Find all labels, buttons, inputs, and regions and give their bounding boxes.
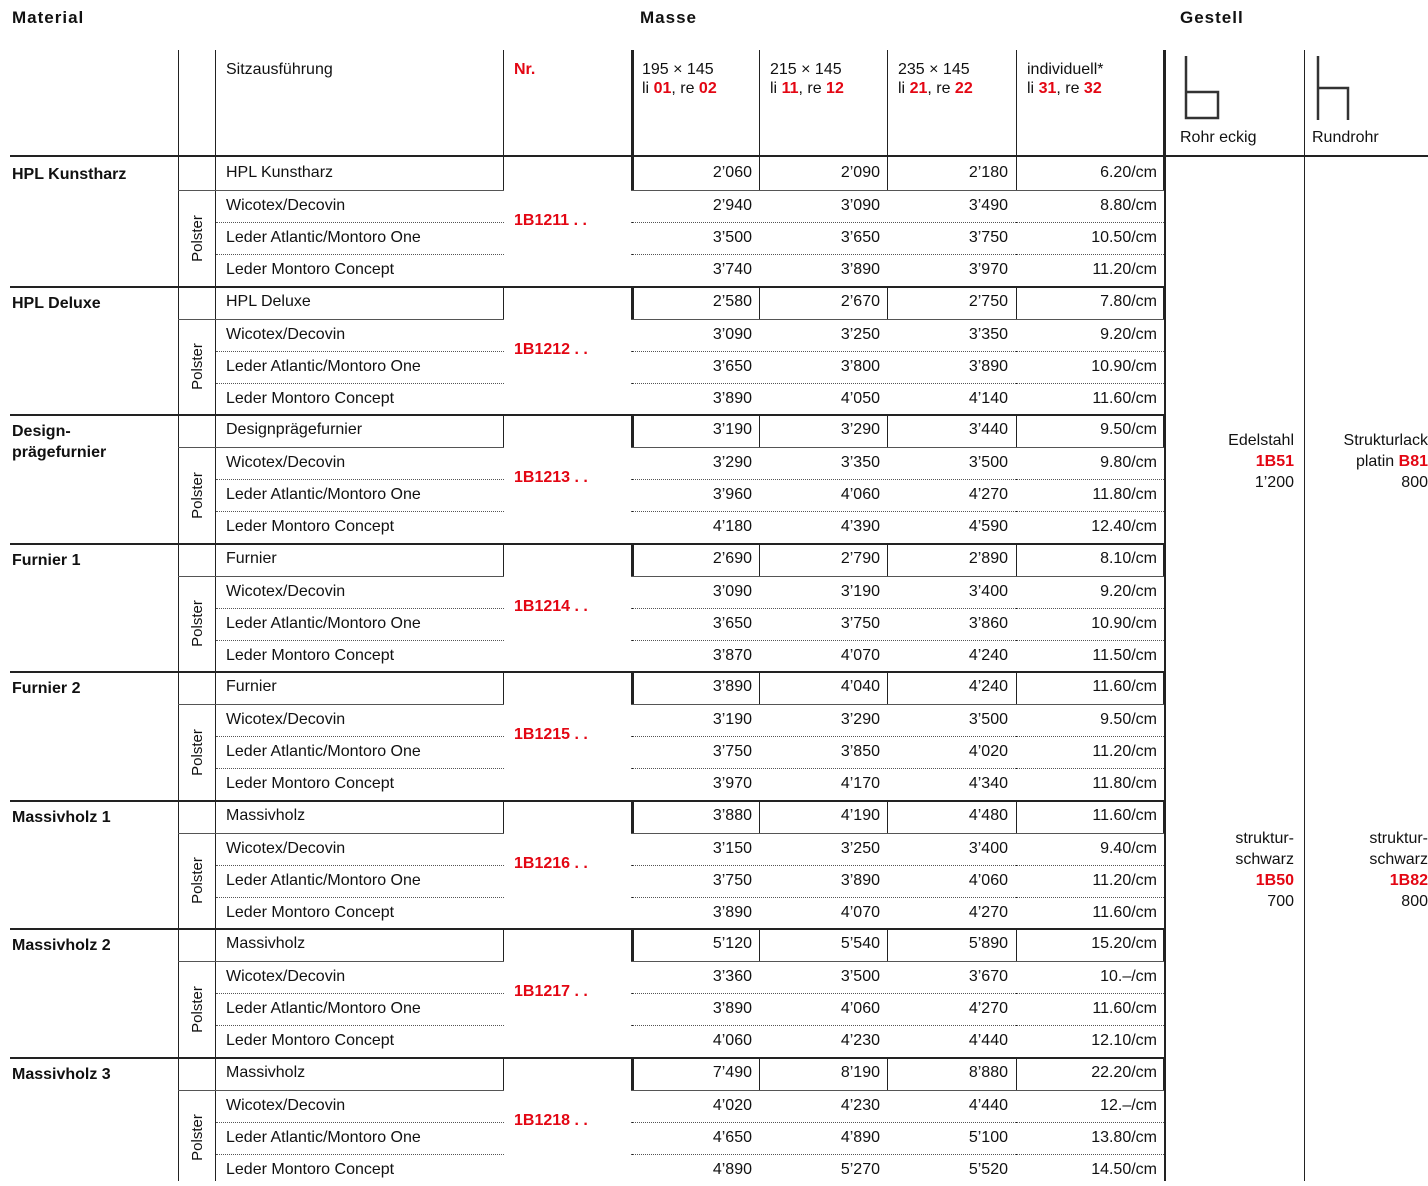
price-cell: 3’670 bbox=[968, 968, 1008, 985]
merged-cell-mask bbox=[504, 446, 631, 448]
price-cell: 7’490 bbox=[712, 1063, 752, 1081]
polster-label: Polster bbox=[188, 985, 206, 1033]
price-cell: 10.90/cm bbox=[1091, 357, 1157, 375]
price-cell: 3’190 bbox=[840, 582, 880, 600]
price-cell: 3’400 bbox=[968, 582, 1008, 600]
table-row bbox=[216, 351, 1164, 383]
price-cell: 3’500 bbox=[840, 968, 880, 985]
price-cell: 12.–/cm bbox=[1100, 1096, 1157, 1114]
row-name: Wicotex/Decovin bbox=[226, 582, 346, 600]
price-cell: 3’750 bbox=[968, 229, 1008, 246]
price-cell: 3’860 bbox=[968, 614, 1008, 632]
price-cell: 3’360 bbox=[712, 968, 752, 985]
category-label: Massivholz 2 bbox=[12, 937, 111, 954]
merged-cell-mask bbox=[504, 896, 631, 898]
price-cell: 9.50/cm bbox=[1100, 711, 1157, 728]
price-cell: 12.40/cm bbox=[1091, 518, 1157, 535]
polster-divider bbox=[178, 961, 216, 962]
price-cell: 22.20/cm bbox=[1091, 1063, 1157, 1081]
price-cell: 4’590 bbox=[968, 518, 1008, 535]
price-cell: 5’270 bbox=[840, 1160, 880, 1178]
row-name: Wicotex/Decovin bbox=[226, 325, 346, 343]
price-cell: 10.–/cm bbox=[1100, 968, 1157, 985]
row-name: Furnier bbox=[226, 549, 277, 567]
table-row bbox=[216, 961, 1164, 993]
category-label: Massivholz 3 bbox=[12, 1065, 111, 1083]
table-row bbox=[216, 608, 1164, 640]
price-cell: 4’390 bbox=[840, 518, 880, 535]
merged-cell-mask bbox=[504, 767, 631, 769]
price-cell: 5’890 bbox=[968, 935, 1008, 952]
table-row bbox=[216, 190, 1164, 222]
price-cell: 11.60/cm bbox=[1092, 903, 1157, 921]
table-row bbox=[216, 254, 1164, 286]
table-row bbox=[216, 1122, 1164, 1154]
price-cell: 7.80/cm bbox=[1100, 292, 1157, 310]
row-name: Leder Atlantic/Montoro One bbox=[226, 1000, 421, 1017]
row-name: Designprägefurnier bbox=[226, 421, 363, 438]
price-cell: 2’670 bbox=[840, 292, 880, 310]
table-row bbox=[216, 447, 1164, 479]
price-cell: 2’090 bbox=[840, 164, 880, 181]
table-row bbox=[216, 576, 1164, 608]
frame-strukturschwarz-rund: struktur- schwarz 1B82 800 bbox=[1369, 830, 1428, 910]
price-cell: 3’090 bbox=[840, 197, 880, 214]
row-name: Leder Atlantic/Montoro One bbox=[226, 614, 421, 632]
row-name: Leder Montoro Concept bbox=[226, 389, 395, 407]
divider bbox=[1304, 50, 1305, 1181]
price-cell: 3’650 bbox=[840, 229, 880, 246]
category-label: Furnier 2 bbox=[12, 680, 81, 697]
price-cell: 10.50/cm bbox=[1091, 229, 1157, 246]
row-name: Massivholz bbox=[226, 806, 306, 824]
row-name: Massivholz bbox=[226, 935, 306, 952]
price-cell: 3’890 bbox=[840, 261, 880, 278]
row-name: Leder Montoro Concept bbox=[226, 518, 395, 535]
price-cell: 11.60/cm bbox=[1092, 389, 1157, 407]
row-name: Furnier bbox=[226, 678, 277, 695]
price-cell: 8’190 bbox=[840, 1063, 880, 1081]
price-cell: 3’850 bbox=[840, 743, 880, 760]
price-cell: 3’400 bbox=[968, 839, 1008, 857]
price-cell: 11.20/cm bbox=[1092, 261, 1157, 278]
category-label: Furnier 1 bbox=[12, 551, 81, 569]
price-cell: 3’490 bbox=[968, 197, 1008, 214]
price-cell: 15.20/cm bbox=[1091, 935, 1157, 952]
table-row bbox=[216, 704, 1164, 736]
price-cell: 3’290 bbox=[840, 711, 880, 728]
merged-cell-mask bbox=[504, 1024, 631, 1026]
price-cell: 11.60/cm bbox=[1092, 1000, 1157, 1017]
category-label: HPL Kunstharz bbox=[12, 166, 127, 183]
row-name: Leder Atlantic/Montoro One bbox=[226, 871, 421, 889]
price-cell: 5’100 bbox=[968, 1128, 1008, 1146]
polster-label: Polster bbox=[188, 728, 206, 776]
price-cell: 9.20/cm bbox=[1100, 325, 1157, 343]
price-cell: 4’230 bbox=[840, 1032, 880, 1049]
row-name: Leder Atlantic/Montoro One bbox=[226, 486, 421, 503]
price-cell: 3’650 bbox=[712, 614, 752, 632]
section-title-material: Material bbox=[12, 8, 85, 27]
row-name: Leder Montoro Concept bbox=[226, 775, 395, 792]
table-row bbox=[216, 897, 1164, 929]
price-cell: 3’090 bbox=[712, 582, 752, 600]
price-cell: 3’960 bbox=[712, 486, 752, 503]
polster-divider bbox=[178, 1090, 216, 1091]
price-cell: 4’890 bbox=[840, 1128, 880, 1146]
header-size: individuell* li 31, re 32 bbox=[1027, 61, 1104, 97]
row-name: Wicotex/Decovin bbox=[226, 1096, 346, 1114]
article-number: 1B1215 . . bbox=[514, 726, 588, 743]
price-cell: 4’180 bbox=[712, 518, 752, 535]
polster-divider bbox=[178, 190, 216, 191]
price-cell: 4’060 bbox=[712, 1032, 752, 1049]
row-name: Leder Montoro Concept bbox=[226, 1160, 395, 1178]
price-cell: 4’060 bbox=[840, 1000, 880, 1017]
table-row bbox=[216, 415, 1164, 447]
price-cell: 4’070 bbox=[840, 903, 880, 921]
price-cell: 4’020 bbox=[968, 743, 1008, 760]
header-size: 195 × 145 li 01, re 02 bbox=[642, 61, 717, 97]
price-cell: 4’270 bbox=[968, 903, 1008, 921]
header-size: 235 × 145 li 21, re 22 bbox=[898, 61, 973, 97]
table-row bbox=[216, 865, 1164, 897]
rundrohr-frame-icon bbox=[1312, 54, 1356, 124]
price-cell: 4’060 bbox=[840, 486, 880, 503]
table-row bbox=[216, 801, 1164, 833]
price-cell: 3’250 bbox=[840, 325, 880, 343]
price-cell: 11.80/cm bbox=[1092, 775, 1157, 792]
price-cell: 3’190 bbox=[712, 711, 752, 728]
row-name: HPL Kunstharz bbox=[226, 164, 334, 181]
category-label: Design- prägefurnier bbox=[12, 423, 107, 461]
table-row bbox=[216, 511, 1164, 543]
price-cell: 2’180 bbox=[968, 164, 1008, 181]
price-cell: 11.20/cm bbox=[1092, 743, 1157, 760]
table-row bbox=[216, 1025, 1164, 1057]
frame-label-rohr-eckig: Rohr eckig bbox=[1180, 129, 1257, 146]
polster-divider bbox=[178, 447, 216, 448]
price-cell: 3’250 bbox=[840, 839, 880, 857]
polster-label: Polster bbox=[188, 1114, 206, 1161]
price-cell: 4’170 bbox=[840, 775, 880, 792]
row-name: Leder Atlantic/Montoro One bbox=[226, 1128, 421, 1146]
price-cell: 6.20/cm bbox=[1100, 164, 1157, 181]
polster-label: Polster bbox=[188, 214, 206, 262]
price-cell: 11.80/cm bbox=[1092, 486, 1157, 503]
polster-divider bbox=[178, 576, 216, 577]
article-number: 1B1216 . . bbox=[514, 854, 588, 872]
row-name: Leder Atlantic/Montoro One bbox=[226, 229, 421, 246]
price-cell: 3’190 bbox=[712, 421, 752, 438]
merged-cell-mask bbox=[504, 832, 631, 834]
rohr-eckig-frame-icon bbox=[1180, 54, 1220, 124]
row-name: Wicotex/Decovin bbox=[226, 968, 346, 985]
price-cell: 3’800 bbox=[840, 357, 880, 375]
merged-cell-mask bbox=[504, 960, 631, 962]
price-cell: 9.50/cm bbox=[1100, 421, 1157, 438]
article-number: 1B1214 . . bbox=[514, 597, 588, 615]
price-cell: 3’970 bbox=[968, 261, 1008, 278]
polster-label: Polster bbox=[188, 343, 206, 390]
row-name: Massivholz bbox=[226, 1063, 306, 1081]
merged-cell-mask bbox=[504, 1153, 631, 1155]
polster-divider bbox=[178, 704, 216, 705]
merged-cell-mask bbox=[504, 575, 631, 577]
price-cell: 3’890 bbox=[712, 389, 752, 407]
polster-label: Polster bbox=[188, 857, 206, 904]
row-name: Wicotex/Decovin bbox=[226, 197, 346, 214]
price-cell: 3’090 bbox=[712, 325, 752, 343]
price-cell: 3’750 bbox=[840, 614, 880, 632]
table-row bbox=[216, 287, 1164, 319]
header-divider bbox=[10, 155, 1428, 157]
price-cell: 8.80/cm bbox=[1100, 197, 1157, 214]
price-cell: 3’880 bbox=[712, 806, 752, 824]
row-name: Leder Montoro Concept bbox=[226, 1032, 395, 1049]
header-nr: Nr. bbox=[514, 61, 536, 78]
row-name: HPL Deluxe bbox=[226, 292, 311, 310]
table-row bbox=[216, 1058, 1164, 1090]
table-row bbox=[216, 640, 1164, 672]
header-sitzausfuehrung: Sitzausführung bbox=[226, 61, 333, 78]
price-cell: 3’290 bbox=[840, 421, 880, 438]
merged-cell-mask bbox=[504, 510, 631, 512]
section-title-masse: Masse bbox=[640, 8, 697, 27]
price-cell: 8’880 bbox=[968, 1063, 1008, 1081]
price-cell: 3’870 bbox=[712, 646, 752, 664]
price-cell: 2’750 bbox=[968, 292, 1008, 310]
price-cell: 5’520 bbox=[968, 1160, 1008, 1178]
polster-label: Polster bbox=[188, 471, 206, 519]
price-cell: 4’230 bbox=[840, 1096, 880, 1114]
price-cell: 10.90/cm bbox=[1091, 614, 1157, 632]
table-row bbox=[216, 1090, 1164, 1122]
price-cell: 4’480 bbox=[968, 806, 1008, 824]
price-cell: 8.10/cm bbox=[1100, 549, 1157, 567]
table-row bbox=[216, 544, 1164, 576]
table-row bbox=[216, 736, 1164, 768]
price-cell: 4’240 bbox=[968, 646, 1008, 664]
price-cell: 9.40/cm bbox=[1100, 839, 1157, 857]
price-cell: 4’270 bbox=[968, 486, 1008, 503]
frame-label-rundrohr: Rundrohr bbox=[1312, 129, 1379, 146]
price-cell: 5’540 bbox=[840, 935, 880, 952]
price-cell: 3’890 bbox=[712, 903, 752, 921]
row-name: Wicotex/Decovin bbox=[226, 454, 346, 471]
section-title-gestell: Gestell bbox=[1180, 8, 1244, 27]
category-label: HPL Deluxe bbox=[12, 294, 101, 312]
price-cell: 3’890 bbox=[840, 871, 880, 889]
price-cell: 3’500 bbox=[712, 229, 752, 246]
table-row bbox=[216, 672, 1164, 704]
price-cell: 11.60/cm bbox=[1092, 678, 1157, 695]
row-name: Leder Montoro Concept bbox=[226, 261, 395, 278]
price-cell: 4’340 bbox=[968, 775, 1008, 792]
frame-strukturlack-platin: Strukturlack platin B81 800 bbox=[1343, 432, 1428, 491]
table-row bbox=[216, 319, 1164, 351]
price-cell: 3’150 bbox=[712, 839, 752, 857]
polster-divider bbox=[178, 833, 216, 834]
price-cell: 4’020 bbox=[712, 1096, 752, 1114]
table-row bbox=[216, 158, 1164, 190]
merged-cell-mask bbox=[504, 189, 631, 191]
table-row bbox=[216, 479, 1164, 511]
polster-label: Polster bbox=[188, 600, 206, 647]
price-cell: 9.20/cm bbox=[1100, 582, 1157, 600]
row-name: Wicotex/Decovin bbox=[226, 839, 346, 857]
table-row bbox=[216, 222, 1164, 254]
merged-cell-mask bbox=[504, 703, 631, 705]
price-cell: 3’350 bbox=[968, 325, 1008, 343]
table-row bbox=[216, 993, 1164, 1025]
price-cell: 11.50/cm bbox=[1092, 646, 1157, 664]
price-cell: 13.80/cm bbox=[1091, 1128, 1157, 1146]
price-cell: 2’690 bbox=[712, 549, 752, 567]
merged-cell-mask bbox=[504, 639, 631, 641]
price-cell: 3’440 bbox=[968, 421, 1008, 438]
article-number: 1B1218 . . bbox=[514, 1111, 588, 1129]
table-row bbox=[216, 929, 1164, 961]
price-cell: 2’790 bbox=[840, 549, 880, 567]
frame-edelstahl: Edelstahl 1B51 1’200 bbox=[1228, 432, 1294, 491]
price-cell: 4’190 bbox=[840, 806, 880, 824]
price-cell: 4’070 bbox=[840, 646, 880, 664]
price-cell: 3’750 bbox=[712, 871, 752, 889]
row-name: Leder Atlantic/Montoro One bbox=[226, 743, 421, 760]
table-row bbox=[216, 833, 1164, 865]
price-cell: 4’050 bbox=[840, 389, 880, 407]
article-number: 1B1212 . . bbox=[514, 340, 588, 358]
price-cell: 5’120 bbox=[712, 935, 752, 952]
category-label: Massivholz 1 bbox=[12, 808, 111, 826]
price-cell: 3’890 bbox=[968, 357, 1008, 375]
price-cell: 3’290 bbox=[712, 454, 752, 471]
table-row bbox=[216, 383, 1164, 415]
price-cell: 3’890 bbox=[712, 678, 752, 695]
price-cell: 4’270 bbox=[968, 1000, 1008, 1017]
price-cell: 2’890 bbox=[968, 549, 1008, 567]
price-cell: 12.10/cm bbox=[1091, 1032, 1157, 1049]
price-cell: 4’440 bbox=[968, 1096, 1008, 1114]
table-row bbox=[216, 768, 1164, 800]
merged-cell-mask bbox=[504, 382, 631, 384]
price-cell: 4’240 bbox=[968, 678, 1008, 695]
price-cell: 11.60/cm bbox=[1092, 806, 1157, 824]
price-cell: 9.80/cm bbox=[1100, 454, 1157, 471]
price-cell: 4’040 bbox=[840, 678, 880, 695]
merged-cell-mask bbox=[504, 318, 631, 320]
price-cell: 4’440 bbox=[968, 1032, 1008, 1049]
price-cell: 2’580 bbox=[712, 292, 752, 310]
header-size: 215 × 145 li 11, re 12 bbox=[770, 61, 844, 97]
price-cell: 4’890 bbox=[712, 1160, 752, 1178]
price-cell: 3’500 bbox=[968, 454, 1008, 471]
merged-cell-mask bbox=[504, 1089, 631, 1091]
article-number: 1B1217 . . bbox=[514, 983, 588, 1000]
price-cell: 4’650 bbox=[712, 1128, 752, 1146]
price-cell: 4’060 bbox=[968, 871, 1008, 889]
article-number: 1B1213 . . bbox=[514, 469, 588, 486]
price-cell: 3’500 bbox=[968, 711, 1008, 728]
row-name: Leder Montoro Concept bbox=[226, 903, 395, 921]
frame-strukturschwarz-eckig: struktur- schwarz 1B50 700 bbox=[1235, 830, 1294, 910]
price-cell: 4’140 bbox=[968, 389, 1008, 407]
price-cell: 3’740 bbox=[712, 261, 752, 278]
price-cell: 3’890 bbox=[712, 1000, 752, 1017]
row-name: Leder Montoro Concept bbox=[226, 646, 395, 664]
price-cell: 11.20/cm bbox=[1092, 871, 1157, 889]
price-cell: 3’350 bbox=[840, 454, 880, 471]
price-cell: 2’940 bbox=[712, 197, 752, 214]
polster-divider bbox=[178, 319, 216, 320]
price-cell: 2’060 bbox=[712, 164, 752, 181]
price-cell: 3’650 bbox=[712, 357, 752, 375]
merged-cell-mask bbox=[504, 253, 631, 255]
price-cell: 3’970 bbox=[712, 775, 752, 792]
row-name: Leder Atlantic/Montoro One bbox=[226, 357, 421, 375]
price-cell: 14.50/cm bbox=[1091, 1160, 1157, 1178]
article-number: 1B1211 . . bbox=[514, 212, 587, 229]
price-cell: 3’750 bbox=[712, 743, 752, 760]
row-name: Wicotex/Decovin bbox=[226, 711, 346, 728]
